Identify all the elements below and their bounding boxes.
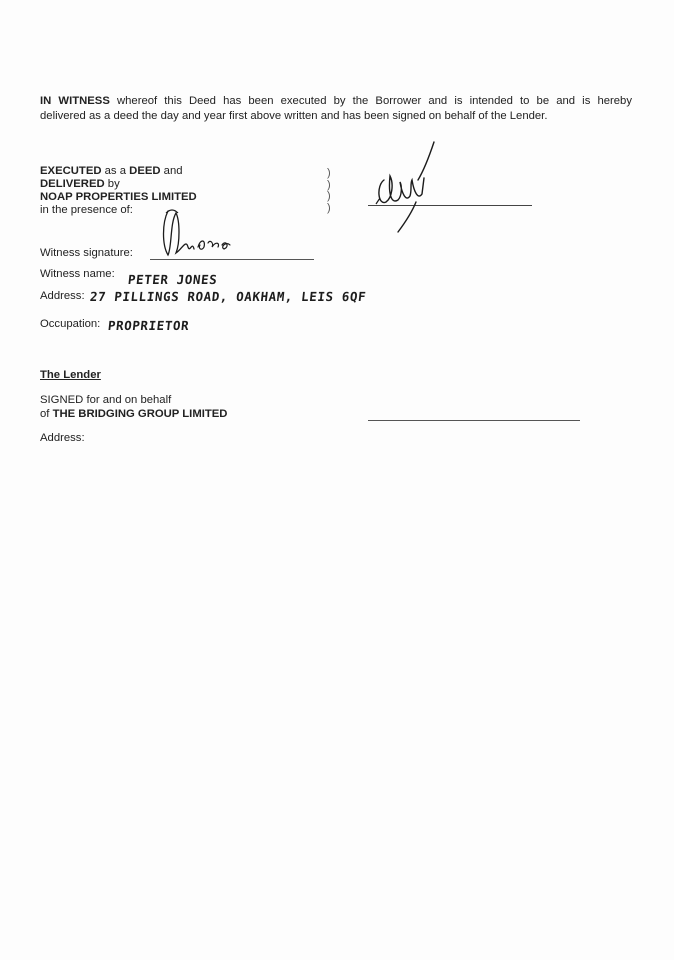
witness-clause-line-1-rest: whereof this Deed has been executed by the Borrower and is intended to be and is hereby — [109, 95, 632, 107]
borrower-signature — [372, 140, 442, 235]
witness-address-value: 27 PILLINGS ROAD, OAKHAM, LEIS 6QF — [89, 289, 368, 304]
borrower-company-name: NOAP PROPERTIES LIMITED — [40, 191, 197, 203]
lender-of: of — [40, 408, 53, 420]
delivered-rest: by — [104, 178, 120, 190]
witness-signature-label: Witness signature: — [40, 247, 133, 259]
witness-clause-line-1 — [40, 94, 632, 109]
executed-mid: as a — [101, 165, 130, 177]
lender-signed-line-2 — [40, 407, 227, 422]
witness-clause — [40, 94, 632, 124]
bracket: ) — [327, 167, 331, 179]
in-witness-bold: IN WITNESS — [40, 95, 110, 107]
lender-company: THE BRIDGING GROUP LIMITED — [52, 408, 228, 420]
witness-occupation-label: Occupation: — [40, 318, 101, 330]
witness-occupation-value: PROPRIETOR — [107, 318, 191, 333]
delivered-bold: DELIVERED — [40, 178, 105, 190]
lender-heading: The Lender — [40, 369, 101, 381]
executed-end: and — [160, 165, 183, 177]
witness-name-label: Witness name: — [40, 268, 115, 280]
lender-signed-line-1: SIGNED for and on behalf — [40, 394, 172, 406]
deed-bold: DEED — [129, 165, 161, 177]
bracket: ) — [327, 190, 331, 202]
witness-address-label: Address: — [40, 290, 85, 302]
witness-signature — [158, 203, 238, 263]
executed-bold: EXECUTED — [40, 165, 102, 177]
bracket: ) — [327, 201, 331, 214]
witness-clause-line-2: delivered as a deed the day and year first above written and has been signed on behalf of the Lender. — [40, 110, 548, 122]
witness-name-value: PETER JONES — [127, 272, 219, 287]
lender-address-label: Address: — [40, 432, 85, 444]
bracket: ) — [327, 178, 331, 191]
lender-signature-line — [368, 420, 580, 421]
bracket-column — [327, 168, 331, 214]
presence-line: in the presence of: — [40, 204, 133, 216]
